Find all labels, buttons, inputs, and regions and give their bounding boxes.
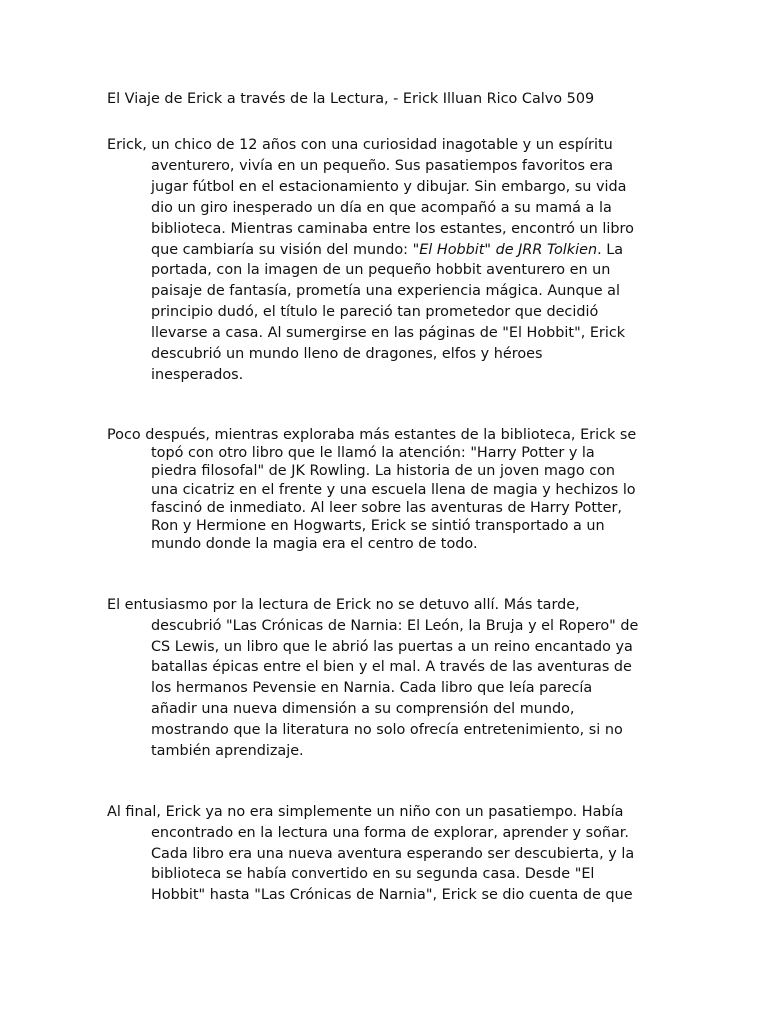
- paragraph-line: también aprendizaje.: [151, 742, 304, 759]
- paragraph-line: portada, con la imagen de un pequeño hobbit aventurero en un: [151, 262, 611, 279]
- paragraph-line: batallas épicas entre el bien y el mal. A través de las aventuras de: [151, 659, 632, 676]
- paragraph-line: mundo donde la magia era el centro de todo.: [151, 536, 478, 553]
- paragraph-line: descubrió un mundo lleno de dragones, elfos y héroes: [151, 346, 543, 363]
- text-segment: . La: [597, 241, 624, 258]
- paragraph-line: Cada libro era una nueva aventura esperando ser descubierta, y la: [151, 845, 635, 862]
- paragraph-line: encontrado en la lectura una forma de explorar, aprender y soñar.: [151, 824, 629, 841]
- paragraph-line: Erick, un chico de 12 años con una curiosidad inagotable y un espíritu: [107, 137, 613, 153]
- author-italic: de JRR Tolkien: [495, 241, 598, 258]
- paragraph-line: jugar fútbol en el estacionamiento y dibujar. Sin embargo, su vida: [151, 178, 627, 195]
- paragraph-line: inesperados.: [151, 366, 244, 383]
- paragraph-line: Al final, Erick ya no era simplemente un niño con un pasatiempo. Había: [107, 804, 624, 820]
- paragraph-line: Hobbit" hasta "Las Crónicas de Narnia", Erick se dio cuenta de que: [151, 887, 633, 904]
- paragraph-4: [107, 802, 667, 906]
- book-title-italic: El Hobbit: [419, 241, 485, 258]
- text-segment: que cambiaría su visión del mundo: ": [151, 241, 420, 258]
- paragraph-line: una cicatriz en el frente y una escuela llena de magia y hechizos lo: [151, 481, 636, 498]
- document-title: El Viaje de Erick a través de la Lectura, - Erick Illuan Rico Calvo 509: [107, 91, 595, 107]
- paragraph-line: mostrando que la literatura no solo ofrecía entretenimiento, si no: [151, 721, 623, 738]
- text-segment: ": [484, 241, 496, 258]
- paragraph-1: [107, 135, 667, 386]
- paragraph-line: fascinó de inmediato. Al leer sobre las aventuras de Harry Potter,: [151, 499, 622, 516]
- paragraph-line: dio un giro inesperado un día en que acompañó a su mamá a la: [151, 199, 612, 216]
- paragraph-line: Poco después, mientras exploraba más estantes de la biblioteca, Erick se: [107, 427, 637, 443]
- paragraph-line: piedra filosofal" de JK Rowling. La historia de un joven mago con: [151, 463, 616, 480]
- paragraph-line-with-italic: [107, 240, 667, 261]
- paragraph-line: topó con otro libro que le llamó la atención: "Harry Potter y la: [151, 445, 595, 462]
- paragraph-3: [107, 595, 667, 761]
- paragraph-line: El entusiasmo por la lectura de Erick no se detuvo allí. Más tarde,: [107, 597, 580, 613]
- paragraph-line: Ron y Hermione en Hogwarts, Erick se sintió transportado a un: [151, 518, 605, 535]
- paragraph-line: añadir una nueva dimensión a su comprensión del mundo,: [151, 700, 575, 717]
- paragraph-2: [107, 426, 667, 553]
- paragraph-line: biblioteca se había convertido en su segunda casa. Desde "El: [151, 866, 595, 883]
- paragraph-line: biblioteca. Mientras caminaba entre los estantes, encontró un libro: [151, 220, 634, 237]
- paragraph-line: los hermanos Pevensie en Narnia. Cada libro que leía parecía: [151, 680, 593, 697]
- paragraph-line: paisaje de fantasía, prometía una experiencia mágica. Aunque al: [151, 283, 620, 300]
- paragraph-line: descubrió "Las Crónicas de Narnia: El León, la Bruja y el Ropero" de: [151, 617, 639, 634]
- paragraph-line: aventurero, vivía en un pequeño. Sus pasatiempos favoritos era: [151, 157, 614, 174]
- paragraph-line: llevarse a casa. Al sumergirse en las páginas de "El Hobbit", Erick: [151, 325, 626, 342]
- paragraph-line: CS Lewis, un libro que le abrió las puertas a un reino encantado ya: [151, 638, 633, 655]
- paragraph-line: principio dudó, el título le pareció tan prometedor que decidió: [151, 304, 599, 321]
